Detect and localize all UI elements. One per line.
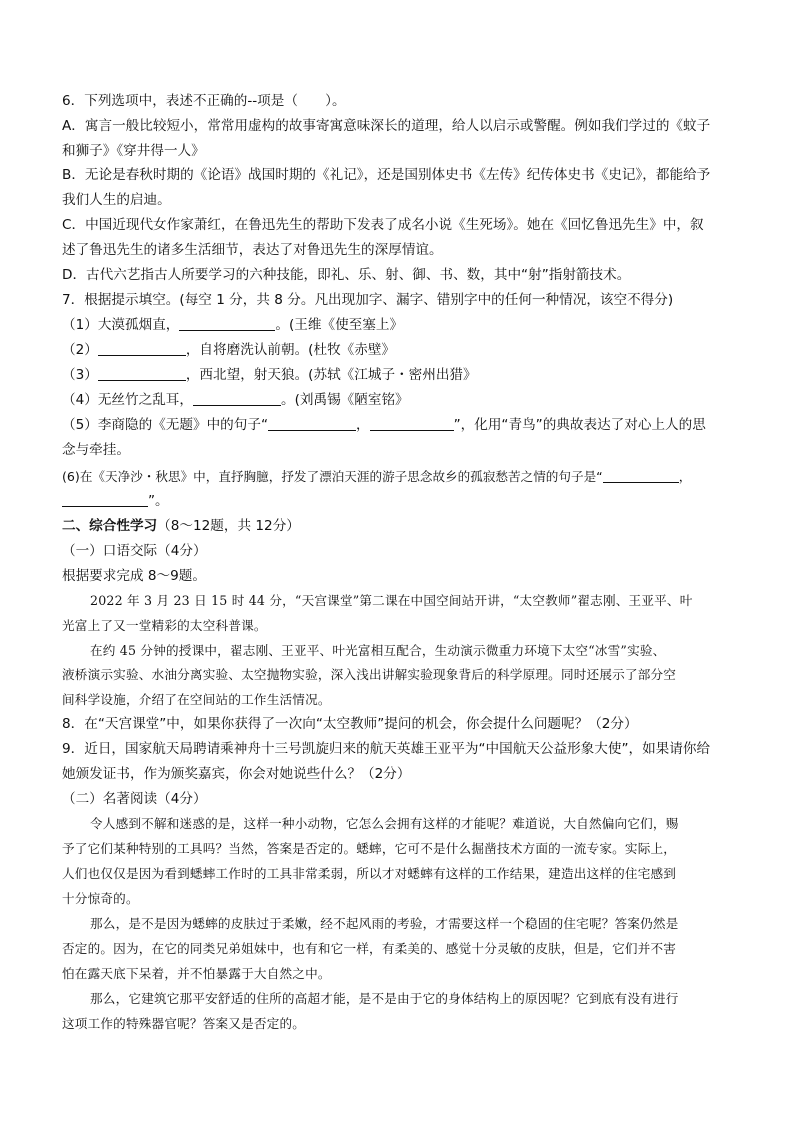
q7-item-6	[62, 468, 691, 486]
q7-item-5-cont: 念与牵挂。	[62, 442, 130, 458]
q6-stem: 6．下列选项中，表述不正确的--项是（ ）。	[62, 93, 346, 109]
q7-item-5-pre: （5）李商隐的《无题》中的句子“	[62, 417, 269, 433]
passage-line: 在约 45 分钟的授课中，翟志刚、王亚平、叶光富相互配合，生动演示微重力环境下太空“冰雪”实验、	[90, 643, 666, 658]
q6-option-b-cont: 我们人生的启迪。	[62, 192, 171, 208]
q7-item-5-mid: ，	[356, 417, 370, 433]
q6-option-a: A．寓言一般比较短小，常常用虚构的故事寄寓意味深长的道理，给人以启示或警醒。例如我们学过的《蚊子	[62, 118, 711, 134]
q7-item-5-post: ”，化用“青鸟”的典故表达了对心上人的思	[453, 417, 706, 433]
q9: 9．近日，国家航天局聘请乘神舟十三号凯旋归来的航天英雄王亚平为“中国航天公益形象大使”，如果请你给	[62, 741, 711, 757]
q7-stem: 7．根据提示填空。(每空 1 分，共 8 分。凡出现加字、漏字、错别字中的任何一种情况，该空不得分)	[62, 292, 674, 308]
passage-line: 否定的。因为，在它的同类兄弟姐妹中，也有和它一样，有柔美的、感觉十分灵敏的皮肤，但是，它们并不害	[62, 941, 677, 956]
answer-blank[interactable]	[268, 416, 356, 431]
passage-line: 那么，是不是因为蟋蟀的皮肤过于柔嫩，经不起风雨的考验，才需要这样一个稳固的住宅呢？答案仍然是	[90, 916, 679, 931]
passage-line: 2022 年 3 月 23 日 15 时 44 分，“天宫课堂”第二课在中国空间站开讲，“太空教师”翟志刚、王亚平、叶	[90, 593, 693, 608]
q7-item-4-post: 。(刘禹锡《陋室铭》	[281, 392, 409, 408]
instruction: 根据要求完成 8～9题。	[62, 568, 206, 584]
q6-option-c: C．中国近现代女作家萧红，在鲁迅先生的帮助下发表了成名小说《生死场》。她在《回忆鲁迅先生》中，叙	[62, 217, 704, 233]
passage-line: 光富上了又一堂精彩的太空科普课。	[62, 618, 267, 633]
passage-line: 怕在露天底下呆着，并不怕暴露于大自然之中。	[62, 966, 331, 981]
q7-item-3-post: ，西北望，射天狼。(苏轼《江城子・密州出猎》	[185, 367, 477, 383]
q7-item-6-cont	[62, 492, 169, 510]
q7-item-1-post: 。(王维《使至塞上》	[275, 317, 404, 333]
passage-line: 这项工作的特殊器官呢？答案又是否定的。	[62, 1016, 306, 1031]
subsection-oral: （一）口语交际（4分）	[62, 543, 207, 559]
passage-line: 间科学设施，介绍了在空间站的工作生活情况。	[62, 692, 331, 707]
passage-line: 人们也仅仅是因为看到蟋蟀工作时的工具非常柔弱，所以才对蟋蟀有这样的工作结果，建造出这样的住宅感到	[62, 866, 677, 881]
q7-item-2-pre: （2）	[62, 342, 98, 358]
q7-item-4	[62, 391, 409, 409]
answer-blank[interactable]	[98, 366, 186, 381]
answer-blank[interactable]	[603, 468, 679, 483]
passage-line: 液桥演示实验、水油分离实验、太空抛物实验，深入浅出讲解实验现象背后的科学原理。同时还展示了部分空	[62, 667, 677, 682]
q9-cont: 她颁发证书，作为颁奖嘉宾，你会对她说些什么？（2分）	[62, 766, 411, 782]
q7-item-6-end: ”。	[148, 493, 169, 509]
passage-line: 令人感到不解和迷惑的是，这样一种小动物，它怎么会拥有这样的才能呢？难道说，大自然偏向它们，赐	[90, 816, 679, 831]
q7-item-5	[62, 416, 706, 434]
q7-item-2-post: ，自将磨洗认前朝。(杜牧《赤壁》	[185, 342, 396, 358]
q6-option-d: D．古代六艺指古人所要学习的六种技能，即礼、乐、射、御、书、数，其中“射”指射箭技术。	[62, 267, 631, 283]
answer-blank[interactable]	[98, 341, 186, 356]
q7-item-6-post: ，	[678, 469, 692, 484]
q7-item-4-pre: （4）无丝竹之乱耳，	[62, 392, 193, 408]
passage-line: 那么，它建筑它那平安舒适的住所的高超才能，是不是由于它的身体结构上的原因呢？它到底有没有进行	[90, 991, 679, 1006]
answer-blank[interactable]	[370, 416, 454, 431]
q6-option-a-cont: 和狮子》《穿井得一人》	[62, 143, 205, 159]
section-heading	[62, 517, 300, 535]
subsection-reading: （二）名著阅读（4分）	[62, 791, 207, 807]
q6-option-b: B．无论是春秋时期的《论语》战国时期的《礼记》，还是国别体史书《左传》纪传体史书《史记》，都能给予	[62, 167, 711, 183]
q7-item-3	[62, 366, 477, 384]
answer-blank[interactable]	[62, 492, 148, 507]
q7-item-3-pre: （3）	[62, 367, 98, 383]
passage-line: 十分惊奇的。	[62, 891, 139, 906]
q8: 8．在“天宫课堂”中，如果你获得了一次向“太空教师”提问的机会，你会提什么问题呢？（2分）	[62, 716, 638, 732]
q6-option-c-cont: 述了鲁迅先生的诸多生活细节，表达了对鲁迅先生的深厚情谊。	[62, 242, 443, 258]
passage-line: 予了它们某种特别的工具吗？当然，答案是否定的。蟋蟀，它可不是什么掘凿技术方面的一流专家。实际上，	[62, 841, 677, 856]
section-score: （8～12题，共 12分）	[157, 518, 300, 534]
q7-item-1	[62, 316, 403, 334]
answer-blank[interactable]	[179, 316, 275, 331]
q7-item-2	[62, 341, 395, 359]
q7-item-1-pre: （1）大漠孤烟直，	[62, 317, 180, 333]
answer-blank[interactable]	[193, 391, 281, 406]
section-title: 二、综合性学习	[62, 518, 158, 534]
q7-item-6-pre: (6)在《天净沙・秋思》中，直抒胸臆，抒发了漂泊天涯的游子思念故乡的孤寂愁苦之情的句子是“	[62, 469, 603, 484]
